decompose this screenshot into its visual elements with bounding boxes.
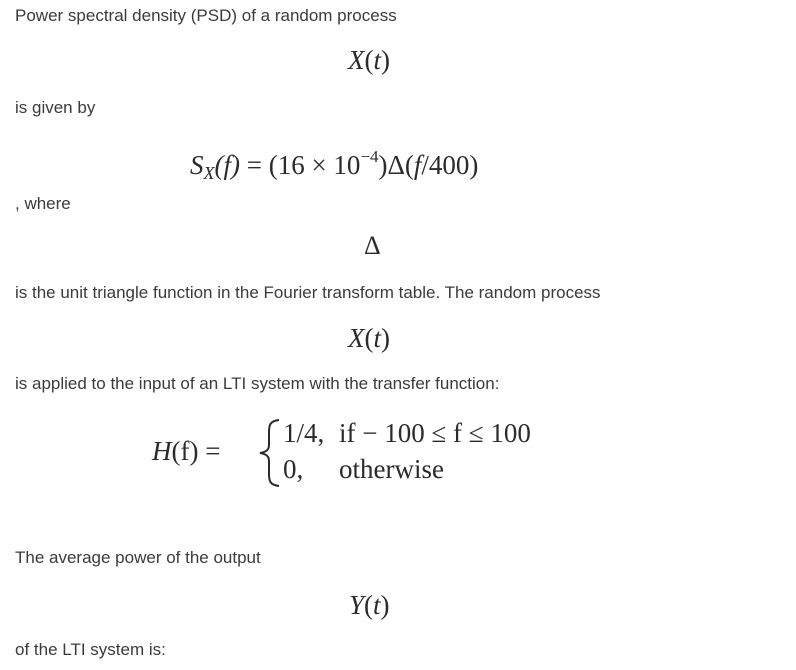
left-brace-icon xyxy=(257,418,283,488)
lti-system-question-text: of the LTI system is: xyxy=(15,640,166,659)
random-process-x-formula: X(t) xyxy=(348,45,391,75)
random-process-x-formula-2: X(t) xyxy=(348,323,391,353)
triangle-description-text: is the unit triangle function in the Fourier transform table. The random process xyxy=(15,283,601,302)
given-by-text: is given by xyxy=(15,98,96,117)
triangle-delta-symbol: Δ xyxy=(364,231,381,260)
case-row-2: 0, otherwise xyxy=(283,454,444,484)
lti-input-text: is applied to the input of an LTI system with the transfer function: xyxy=(15,374,500,393)
psd-formula: $S_X(f) = (16 \times 10^{-4})\Delta(f/400)$ xyxy=(190,147,479,183)
output-power-text: The average power of the output xyxy=(15,548,261,567)
output-y-formula: Y(t) xyxy=(349,590,390,620)
transfer-function-formula xyxy=(152,418,622,494)
problem-intro-text: Power spectral density (PSD) of a random process xyxy=(15,6,397,25)
case-row-1: 1/4, if − 100 ≤ f ≤ 100 xyxy=(283,418,531,448)
transfer-function-lhs: H(f) = xyxy=(152,436,221,466)
where-text: , where xyxy=(15,194,71,213)
